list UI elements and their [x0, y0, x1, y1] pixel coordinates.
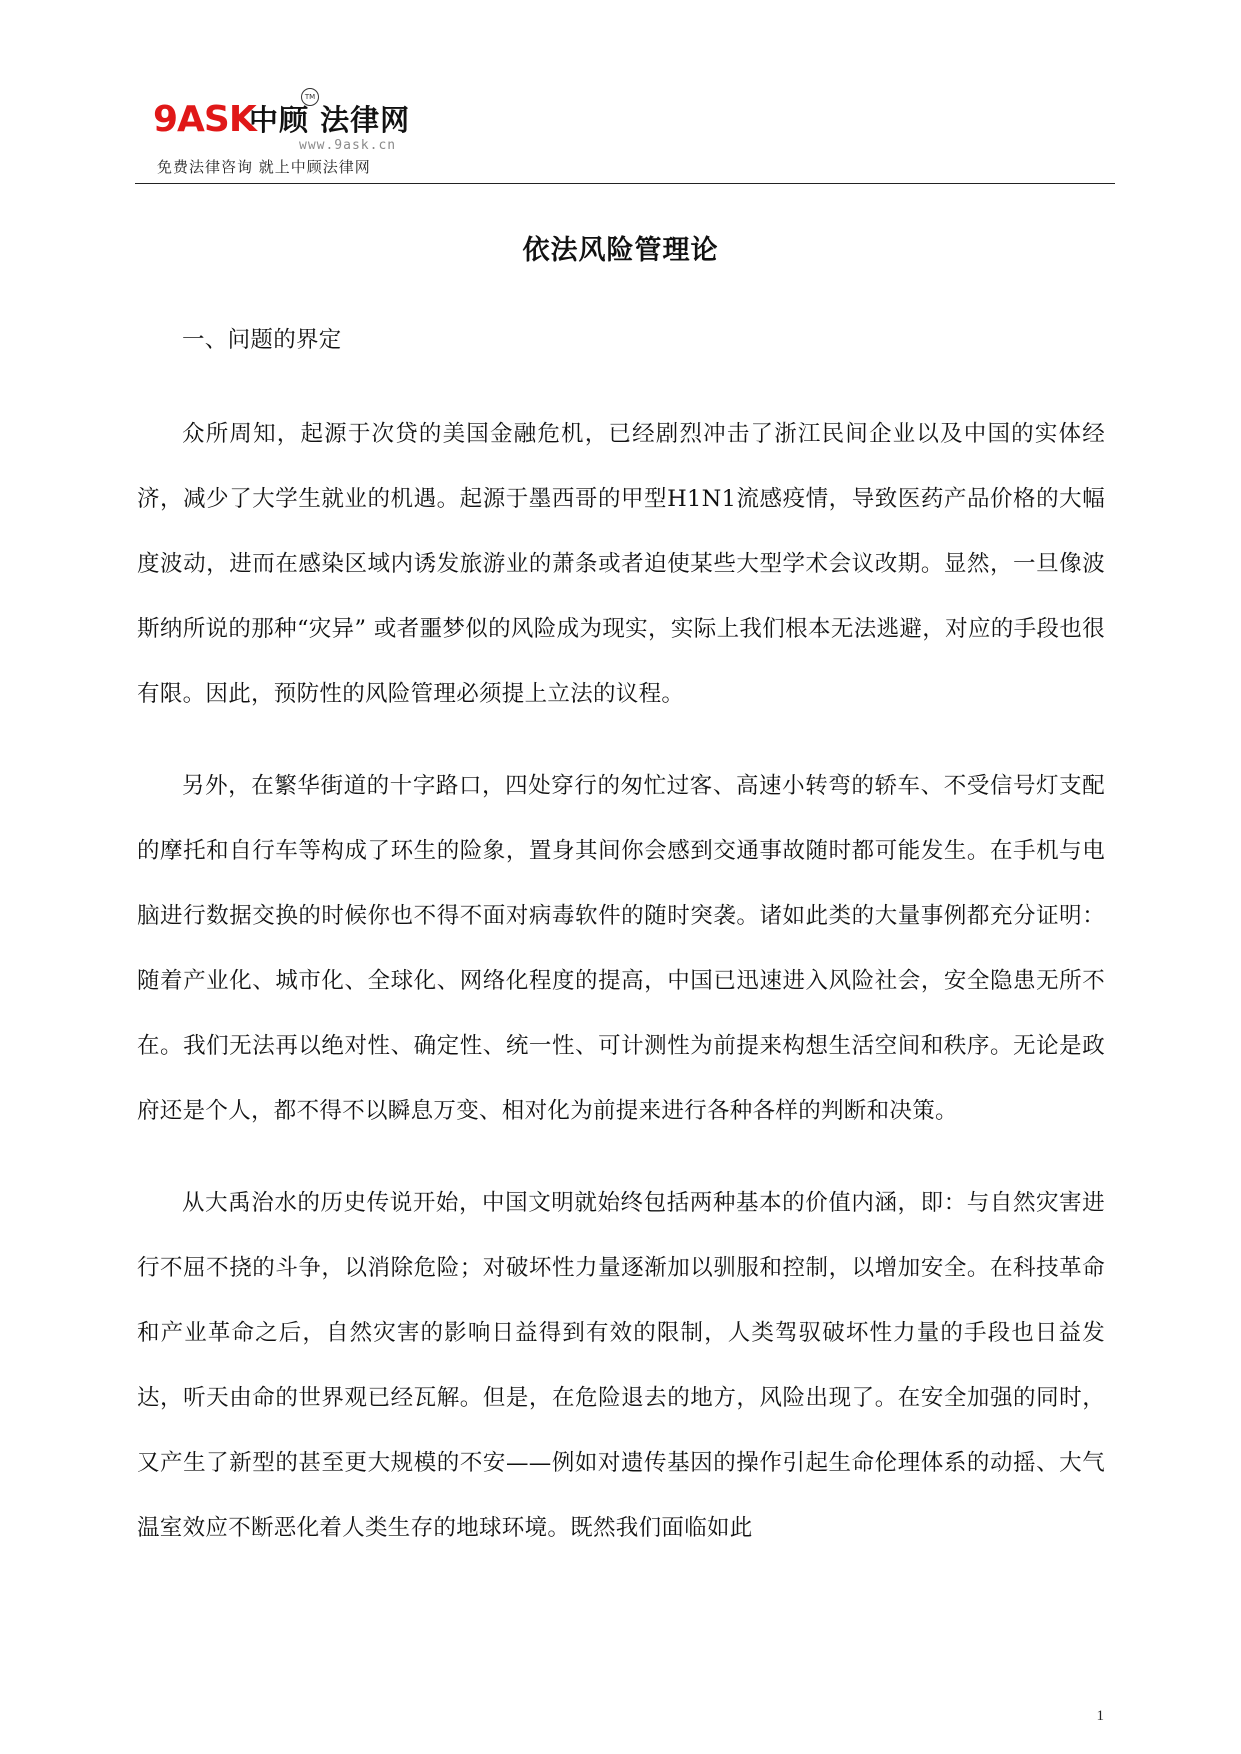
page-number: 1	[1096, 1708, 1104, 1724]
document-body	[137, 308, 1105, 1588]
header-divider	[135, 183, 1115, 184]
logo-tagline: 免费法律咨询 就上中顾法律网	[157, 158, 371, 176]
logo-url: www.9ask.cn	[299, 138, 397, 153]
page-header	[135, 92, 1115, 184]
logo-name: 中顾 法律网	[249, 103, 411, 137]
paragraph-2: 另外，在繁华街道的十字路口，四处穿行的匆忙过客、高速小转弯的轿车、不受信号灯支配的摩托和自行车等构成了环生的险象，置身其间你会感到交通事故随时都可能发生。在手机与电脑进行数据交换的时候你也不得不面对病毒软件的随时突袭。诸如此类的大量事例都充分证明：随着产业化、城市化、全球化、网络化程度的提高，中国已迅速进入风险社会，安全隐患无所不在。我们无法再以绝对性、确定性、统一性、可计测性为前提来构想生活空间和秩序。无论是政府还是个人，都不得不以瞬息万变、相对化为前提来进行各种各样的判断和决策。	[137, 773, 1105, 1124]
site-logo[interactable]	[153, 92, 513, 182]
logo-mark: 9ASK	[153, 99, 256, 140]
paragraph-1: 众所周知，起源于次贷的美国金融危机，已经剧烈冲击了浙江民间企业以及中国的实体经济，减少了大学生就业的机遇。起源于墨西哥的甲型H1N1流感疫情，导致医药产品价格的大幅度波动，进而在感染区域内诱发旅游业的萧条或者迫使某些大型学术会议改期。显然，一旦像波斯纳所说的那种“灾异” 或者噩梦似的风险成为现实，实际上我们根本无法逃避，对应的手段也很有限。因此，预防性的风险管理必须提上立法的议程。	[137, 421, 1105, 707]
trademark-icon: TM	[301, 88, 319, 106]
paragraph-3: 从大禹治水的历史传说开始，中国文明就始终包括两种基本的价值内涵，即：与自然灾害进行不屈不挠的斗争，以消除危险；对破坏性力量逐渐加以驯服和控制，以增加安全。在科技革命和产业革命之后，自然灾害的影响日益得到有效的限制，人类驾驭破坏性力量的手段也日益发达，听天由命的世界观已经瓦解。但是，在危险退去的地方，风险出现了。在安全加强的同时，又产生了新型的甚至更大规模的不安——例如对遗传基因的操作引起生命伦理体系的动摇、大气温室效应不断恶化着人类生存的地球环境。既然我们面临如此	[137, 1190, 1105, 1541]
section-heading: 一、问题的界定	[182, 327, 342, 353]
document-title: 依法风险管理论	[522, 235, 719, 266]
